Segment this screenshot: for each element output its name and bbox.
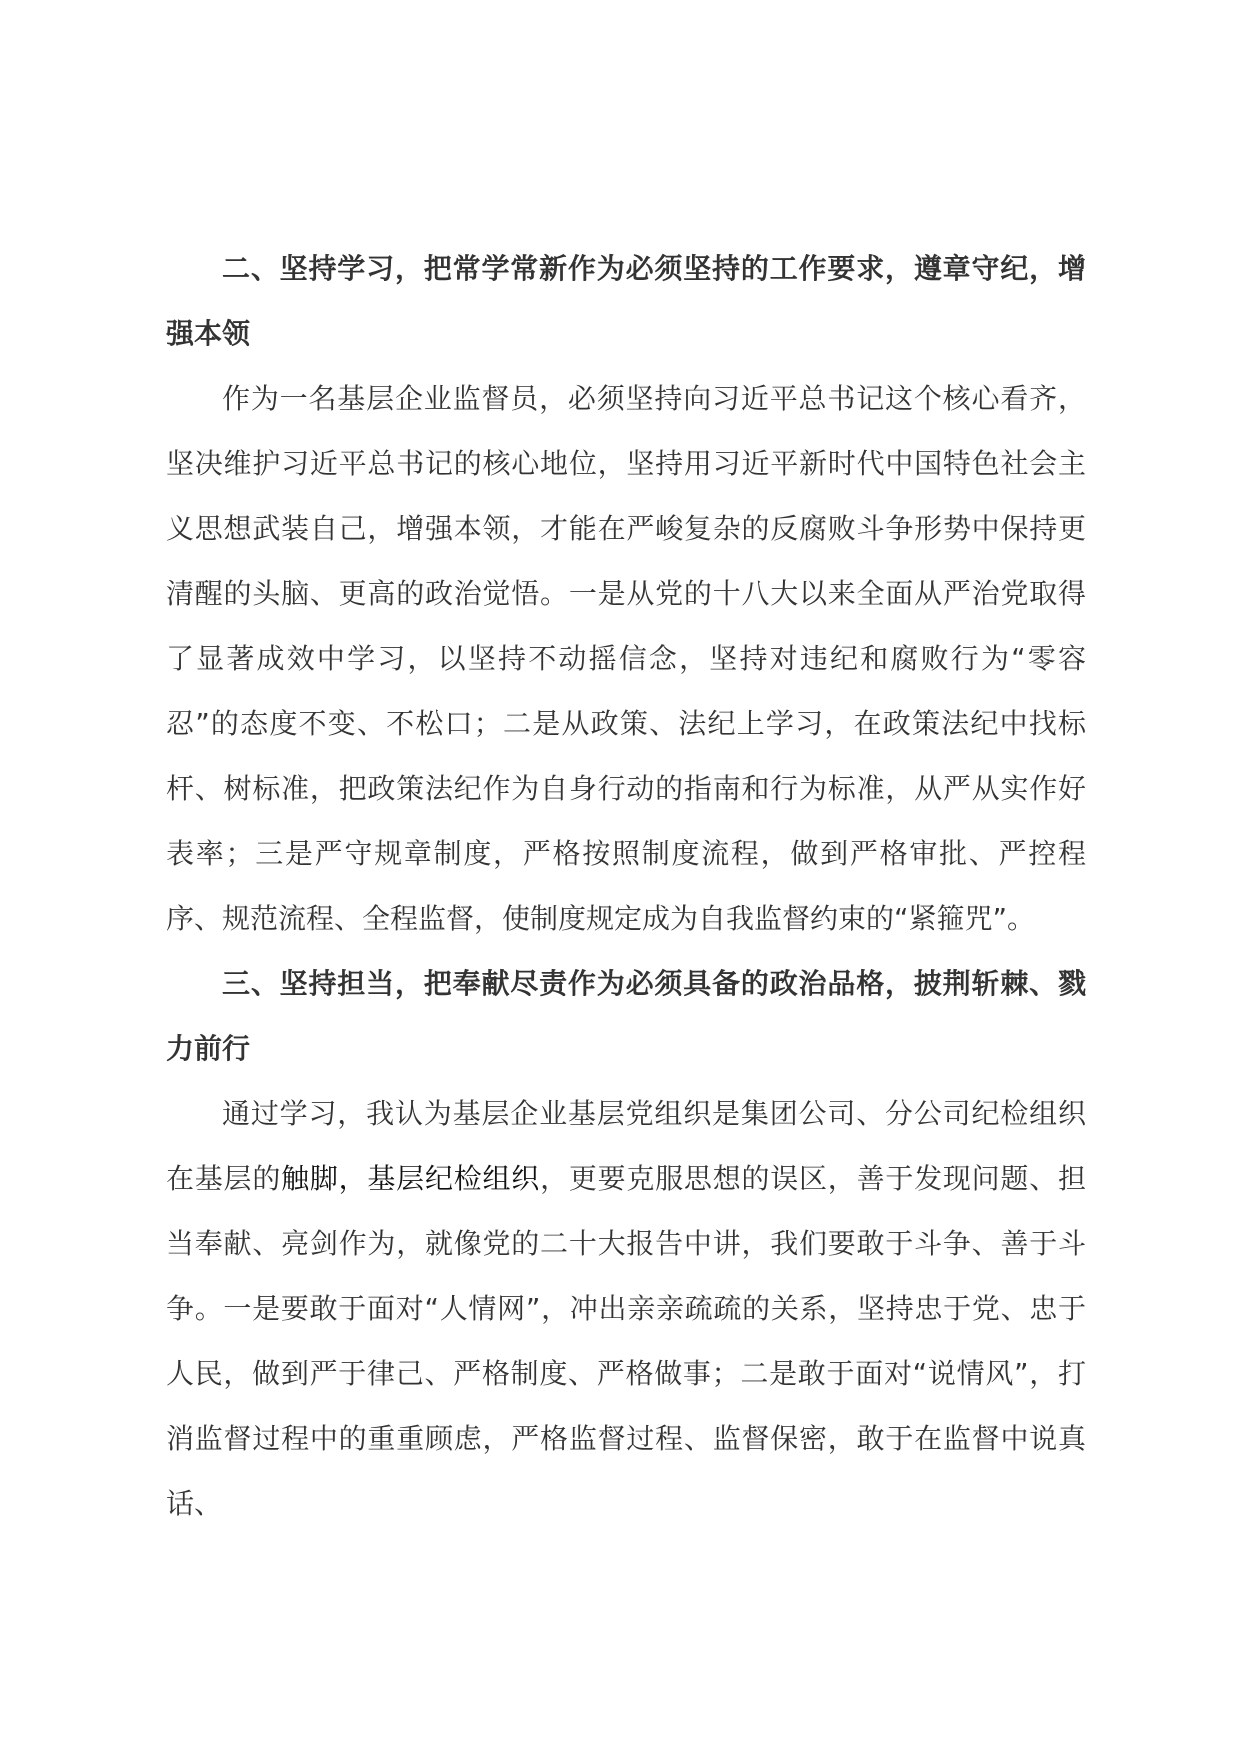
section-3-heading: 三、坚持担当，把奉献尽责作为必须具备的政治品格，披荆斩棘、戮力前行 [166,967,1086,1065]
document-body [166,236,1086,1536]
section-2-heading: 二、坚持学习，把常学常新作为必须坚持的工作要求，遵章守纪，增强本领 [166,252,1086,350]
section-2-paragraph: 作为一名基层企业监督员，必须坚持向习近平总书记这个核心看齐，坚决维护习近平总书记的核心地位，坚持用习近平新时代中国特色社会主义思想武装自己，增强本领，才能在严峻复杂的反腐败斗争形势中保持更清醒的头脑、更高的政治觉悟。一是从党的十八大以来全面从严治党取得了显著成效中学习，以坚持不动摇信念，坚持对违纪和腐败行为“零容忍”的态度不变、不松口；二是从政策、法纪上学习，在政策法纪中找标杆、树标准，把政策法纪作为自身行动的指南和行为标准，从严从实作好表率；三是严守规章制度，严格按照制度流程，做到严格审批、严控程序、规范流程、全程监督，使制度规定成为自我监督约束的“紧箍咒”。 [166,382,1086,935]
section-3-paragraph-text-emphasis: 触脚，基层纪检组织 [281,1162,541,1195]
section-3-paragraph-text-1: 通过学习，我认为基层企业基层党组织是集团公司、分公司纪检组织在基层的 [166,1097,1086,1195]
section-3-paragraph-text-2: ，更要克服思想的误区，善于发现问题、担当奉献、亮剑作为，就像党的二十大报告中讲，我们要敢于斗争、善于斗争。一是要敢于面对“人情网”，冲出亲亲疏疏的关系，坚持忠于党、忠于人民，做到严于律己、严格制度、严格做事；二是敢于面对“说情风”，打消监督过程中的重重顾虑，严格监督过程、监督保密，敢于在监督中说真话、 [166,1162,1086,1520]
section-3-paragraph [166,1081,1086,1536]
